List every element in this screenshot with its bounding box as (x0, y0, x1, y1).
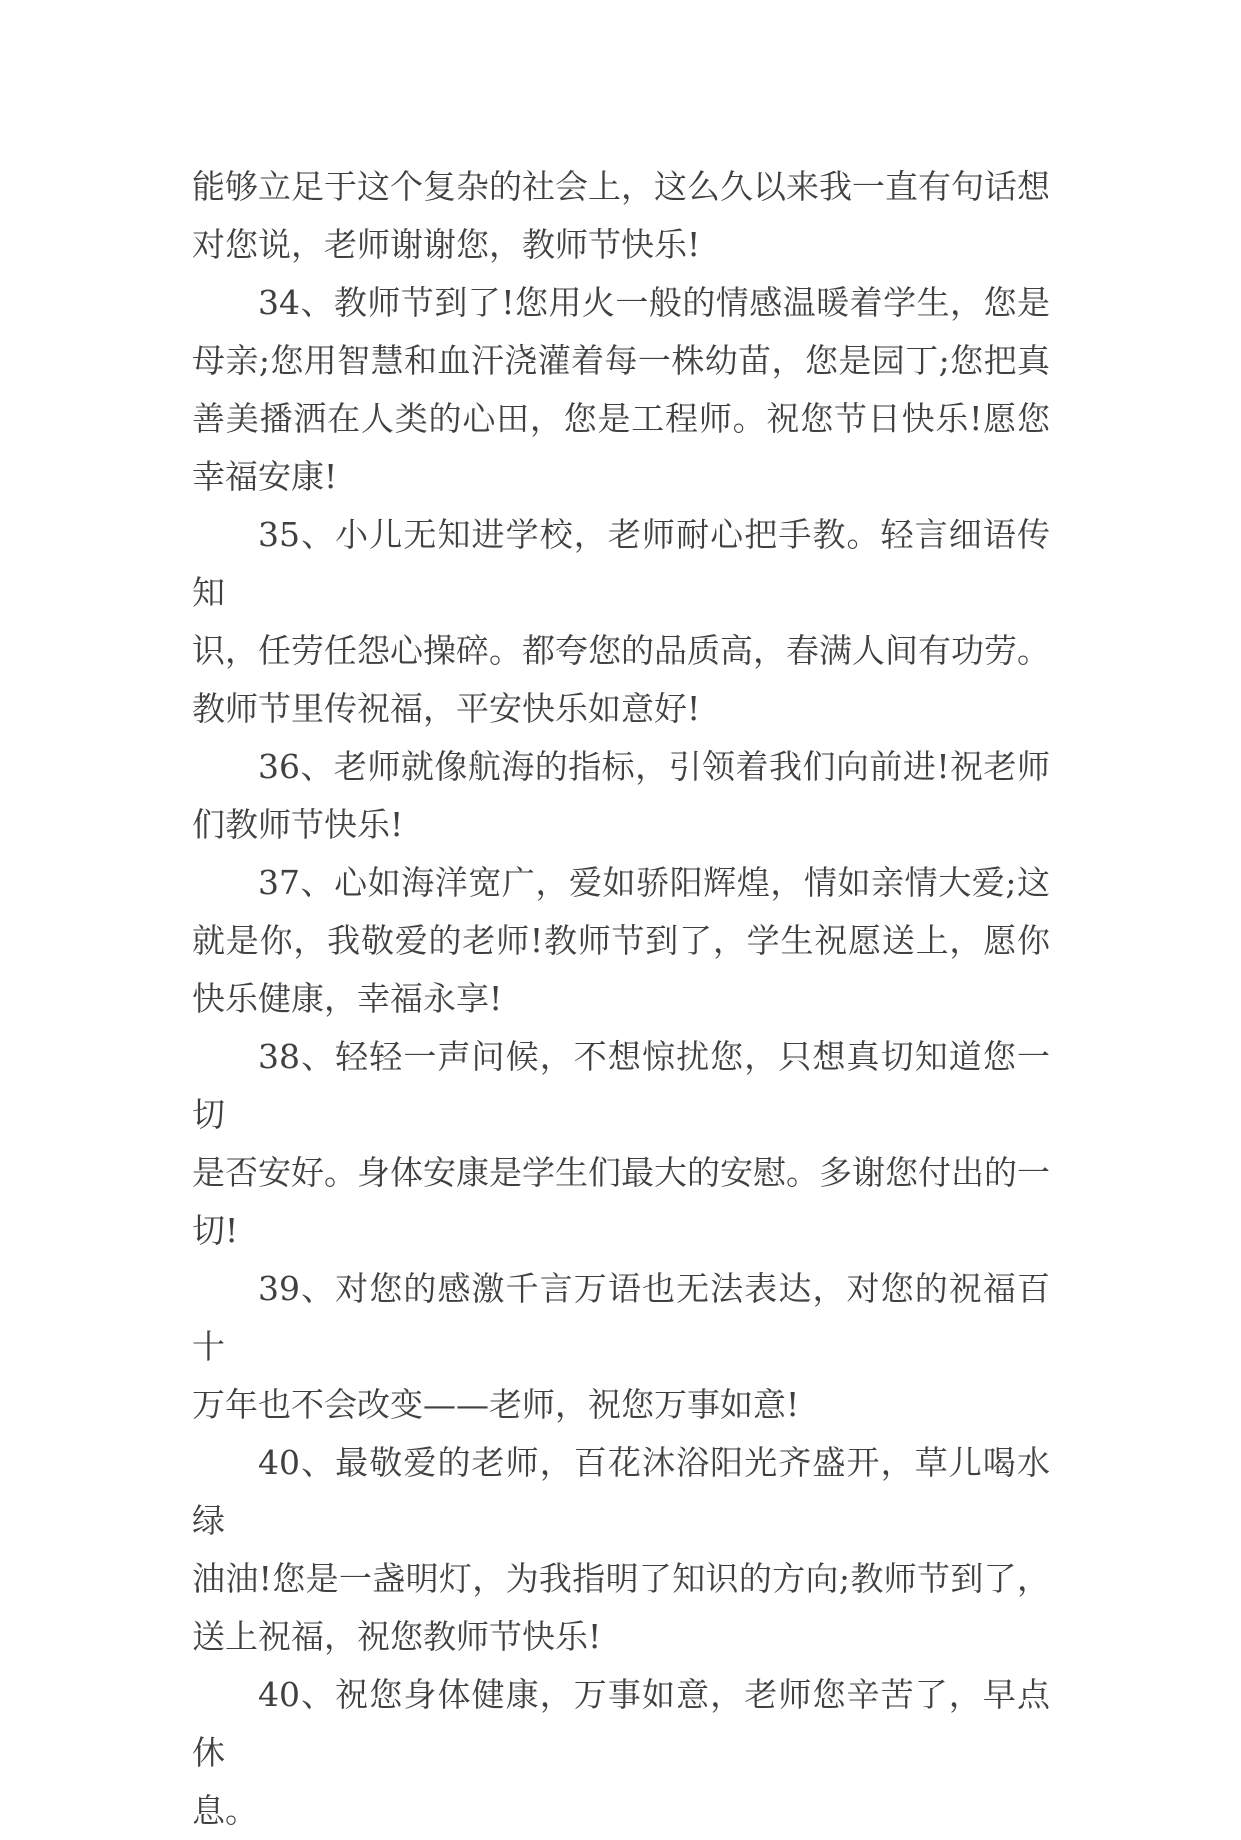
text-line: 35、小儿无知进学校，老师耐心把手教。轻言细语传知 (192, 515, 1050, 612)
text-content (192, 158, 1050, 1840)
text-line: 37、心如海洋宽广，爱如骄阳辉煌，情如亲情大爱;这 (258, 863, 1050, 902)
text-line: 是否安好。身体安康是学生们最大的安慰。多谢您付出的一 (192, 1153, 1050, 1192)
text-line: 快乐健康，幸福永享! (192, 979, 503, 1018)
paragraph-34 (192, 274, 1050, 506)
text-line: 对您说，老师谢谢您，教师节快乐! (192, 225, 701, 264)
paragraph-39 (192, 1260, 1050, 1434)
paragraph-35 (192, 506, 1050, 738)
paragraph-36 (192, 738, 1050, 854)
text-line: 能够立足于这个复杂的社会上，这么久以来我一直有句话想 (192, 167, 1050, 206)
text-line: 34、教师节到了!您用火一般的情感温暖着学生，您是 (258, 283, 1050, 322)
text-line: 40、最敬爱的老师，百花沐浴阳光齐盛开，草儿喝水绿 (192, 1443, 1050, 1540)
text-line: 38、轻轻一声问候，不想惊扰您，只想真切知道您一切 (192, 1037, 1050, 1134)
paragraph-33-continuation (192, 158, 1050, 274)
text-line: 油油!您是一盏明灯，为我指明了知识的方向;教师节到了， (192, 1559, 1050, 1598)
text-line: 36、老师就像航海的指标，引领着我们向前进!祝老师 (258, 747, 1050, 786)
text-line: 息。 (192, 1791, 258, 1830)
text-line: 40、祝您身体健康，万事如意，老师您辛苦了，早点休 (192, 1675, 1050, 1772)
text-line: 就是你，我敬爱的老师!教师节到了，学生祝愿送上，愿你 (192, 921, 1050, 960)
text-line: 识，任劳任怨心操碎。都夸您的品质高，春满人间有功劳。 (192, 631, 1050, 670)
text-line: 万年也不会改变——老师，祝您万事如意! (192, 1385, 800, 1424)
text-line: 幸福安康! (192, 457, 338, 496)
text-line: 教师节里传祝福，平安快乐如意好! (192, 689, 701, 728)
paragraph-38 (192, 1028, 1050, 1260)
text-line: 善美播洒在人类的心田，您是工程师。祝您节日快乐!愿您 (192, 399, 1050, 438)
paragraph-37 (192, 854, 1050, 1028)
text-line: 们教师节快乐! (192, 805, 404, 844)
text-line: 切! (192, 1211, 239, 1250)
text-line: 39、对您的感激千言万语也无法表达，对您的祝福百十 (192, 1269, 1050, 1366)
text-line: 送上祝福，祝您教师节快乐! (192, 1617, 602, 1656)
paragraph-40-duplicate (192, 1666, 1050, 1840)
paragraph-40 (192, 1434, 1050, 1666)
text-line: 母亲;您用智慧和血汗浇灌着每一株幼苗，您是园丁;您把真 (192, 341, 1050, 380)
